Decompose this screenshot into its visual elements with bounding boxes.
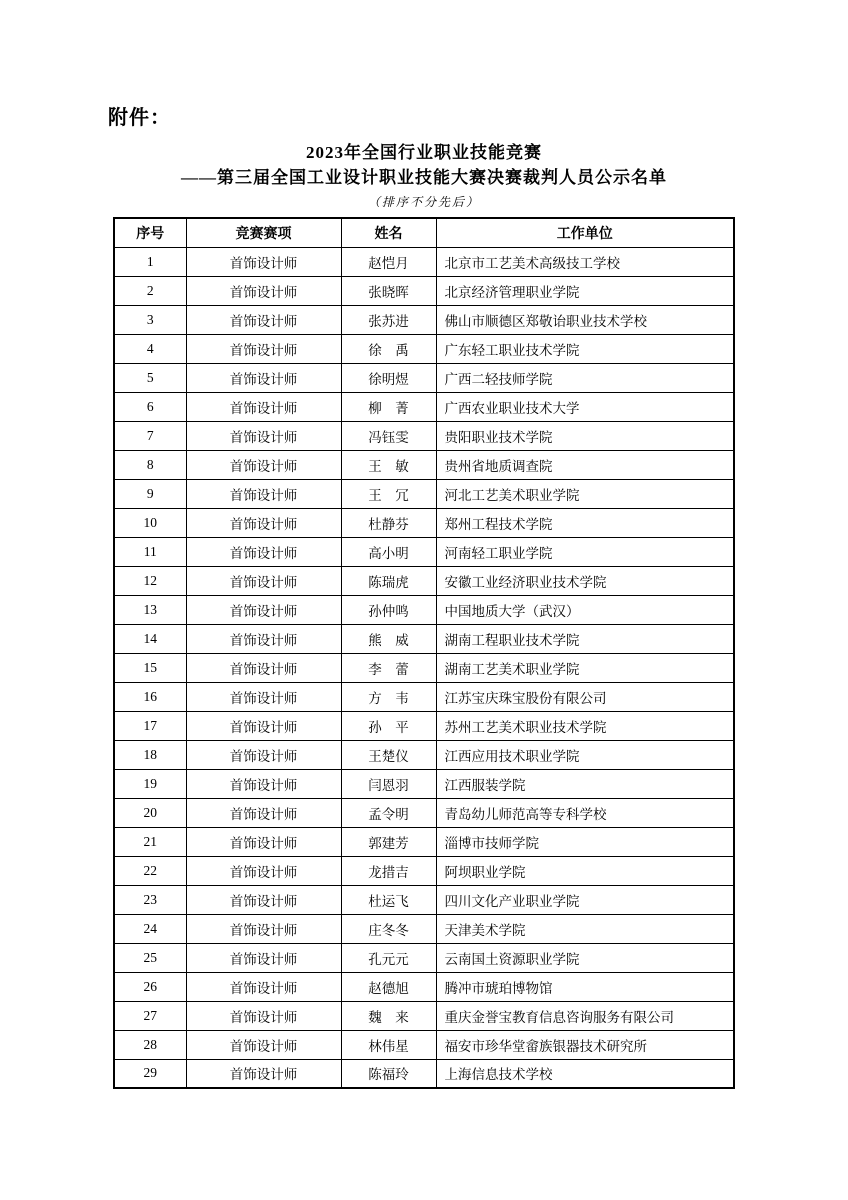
table-row — [114, 856, 734, 885]
table-row — [114, 769, 734, 798]
table-cell-event: 首饰设计师 — [186, 740, 341, 769]
table-cell-event: 首饰设计师 — [186, 1001, 341, 1030]
table-row — [114, 798, 734, 827]
table-cell-name: 龙措吉 — [341, 856, 436, 885]
table-row — [114, 566, 734, 595]
table-cell-name: 王楚仪 — [341, 740, 436, 769]
table-cell-org: 江西应用技术职业学院 — [436, 740, 734, 769]
table-cell-org: 广西农业职业技术大学 — [436, 392, 734, 421]
table-cell-no: 9 — [114, 479, 186, 508]
table-cell-event: 首饰设计师 — [186, 885, 341, 914]
table-cell-name: 方 韦 — [341, 682, 436, 711]
table-cell-name: 王 敏 — [341, 450, 436, 479]
table-cell-org: 江西服装学院 — [436, 769, 734, 798]
table-cell-org: 江苏宝庆珠宝股份有限公司 — [436, 682, 734, 711]
table-cell-org: 贵州省地质调查院 — [436, 450, 734, 479]
table-cell-event: 首饰设计师 — [186, 1059, 341, 1088]
table-row — [114, 972, 734, 1001]
table-cell-no: 10 — [114, 508, 186, 537]
table-cell-event: 首饰设计师 — [186, 334, 341, 363]
table-cell-org: 天津美术学院 — [436, 914, 734, 943]
table-cell-org: 四川文化产业职业学院 — [436, 885, 734, 914]
table-cell-event: 首饰设计师 — [186, 247, 341, 276]
table-cell-no: 11 — [114, 537, 186, 566]
table-row — [114, 421, 734, 450]
table-cell-name: 徐 禹 — [341, 334, 436, 363]
table-cell-org: 广东轻工职业技术学院 — [436, 334, 734, 363]
table-cell-name: 庄冬冬 — [341, 914, 436, 943]
table-cell-event: 首饰设计师 — [186, 972, 341, 1001]
table-cell-event: 首饰设计师 — [186, 508, 341, 537]
table-row — [114, 247, 734, 276]
table-cell-org: 中国地质大学（武汉） — [436, 595, 734, 624]
table-cell-no: 25 — [114, 943, 186, 972]
table-cell-event: 首饰设计师 — [186, 450, 341, 479]
table-cell-name: 郭建芳 — [341, 827, 436, 856]
table-cell-org: 青岛幼儿师范高等专科学校 — [436, 798, 734, 827]
table-cell-name: 柳 菁 — [341, 392, 436, 421]
table-row — [114, 363, 734, 392]
table-cell-name: 魏 来 — [341, 1001, 436, 1030]
table-row — [114, 392, 734, 421]
table-cell-org: 淄博市技师学院 — [436, 827, 734, 856]
table-row — [114, 537, 734, 566]
table-cell-name: 高小明 — [341, 537, 436, 566]
table-cell-no: 21 — [114, 827, 186, 856]
table-row — [114, 479, 734, 508]
table-cell-org: 腾冲市琥珀博物馆 — [436, 972, 734, 1001]
table-cell-name: 林伟星 — [341, 1030, 436, 1059]
table-cell-org: 阿坝职业学院 — [436, 856, 734, 885]
table-cell-event: 首饰设计师 — [186, 827, 341, 856]
table-row — [114, 276, 734, 305]
table-row — [114, 827, 734, 856]
table-row — [114, 305, 734, 334]
table-header-row — [114, 218, 734, 247]
table-cell-name: 赵德旭 — [341, 972, 436, 1001]
table-row — [114, 334, 734, 363]
table-cell-org: 安徽工业经济职业技术学院 — [436, 566, 734, 595]
table-cell-no: 3 — [114, 305, 186, 334]
table-cell-event: 首饰设计师 — [186, 276, 341, 305]
table-cell-no: 28 — [114, 1030, 186, 1059]
table-cell-event: 首饰设计师 — [186, 856, 341, 885]
table-row — [114, 711, 734, 740]
table-cell-name: 孟令明 — [341, 798, 436, 827]
table-row — [114, 914, 734, 943]
table-cell-no: 1 — [114, 247, 186, 276]
table-cell-name: 杜静芬 — [341, 508, 436, 537]
table-cell-org: 贵阳职业技术学院 — [436, 421, 734, 450]
table-cell-org: 福安市珍华堂畲族银器技术研究所 — [436, 1030, 734, 1059]
table-cell-event: 首饰设计师 — [186, 914, 341, 943]
table-cell-org: 苏州工艺美术职业技术学院 — [436, 711, 734, 740]
table-cell-no: 27 — [114, 1001, 186, 1030]
table-cell-org: 河北工艺美术职业学院 — [436, 479, 734, 508]
table-row — [114, 653, 734, 682]
table-cell-event: 首饰设计师 — [186, 595, 341, 624]
table-cell-org: 湖南工程职业技术学院 — [436, 624, 734, 653]
column-header-org: 工作单位 — [436, 218, 734, 247]
table-cell-event: 首饰设计师 — [186, 624, 341, 653]
table-cell-org: 北京经济管理职业学院 — [436, 276, 734, 305]
table-cell-event: 首饰设计师 — [186, 798, 341, 827]
table-cell-org: 郑州工程技术学院 — [436, 508, 734, 537]
table-row — [114, 740, 734, 769]
table-cell-no: 23 — [114, 885, 186, 914]
table-cell-event: 首饰设计师 — [186, 566, 341, 595]
table-cell-name: 杜运飞 — [341, 885, 436, 914]
attachment-label: 附件： — [108, 107, 171, 129]
table-cell-name: 张晓晖 — [341, 276, 436, 305]
table-row — [114, 508, 734, 537]
table-cell-event: 首饰设计师 — [186, 537, 341, 566]
document-title-line2: ——第三届全国工业设计职业技能大赛决赛裁判人员公示名单 — [181, 168, 667, 187]
table-cell-name: 王 冗 — [341, 479, 436, 508]
table-cell-org: 河南轻工职业学院 — [436, 537, 734, 566]
table-cell-no: 7 — [114, 421, 186, 450]
table-cell-name: 闫恩羽 — [341, 769, 436, 798]
table-cell-no: 4 — [114, 334, 186, 363]
table-cell-no: 17 — [114, 711, 186, 740]
table-row — [114, 624, 734, 653]
column-header-no: 序号 — [114, 218, 186, 247]
column-header-event: 竞赛赛项 — [186, 218, 341, 247]
table-cell-no: 2 — [114, 276, 186, 305]
table-cell-name: 李 蕾 — [341, 653, 436, 682]
table-row — [114, 682, 734, 711]
table-cell-no: 5 — [114, 363, 186, 392]
document-title-line1: 2023年全国行业职业技能竞赛 — [306, 143, 542, 162]
table-row — [114, 885, 734, 914]
table-cell-org: 湖南工艺美术职业学院 — [436, 653, 734, 682]
table-cell-no: 29 — [114, 1059, 186, 1088]
table-cell-no: 20 — [114, 798, 186, 827]
column-header-name: 姓名 — [341, 218, 436, 247]
table-cell-event: 首饰设计师 — [186, 769, 341, 798]
table-cell-no: 14 — [114, 624, 186, 653]
table-cell-org: 上海信息技术学校 — [436, 1059, 734, 1088]
table-cell-name: 冯钰雯 — [341, 421, 436, 450]
table-cell-name: 孙仲鸣 — [341, 595, 436, 624]
table-cell-org: 北京市工艺美术高级技工学校 — [436, 247, 734, 276]
table-cell-name: 陈瑞虎 — [341, 566, 436, 595]
table-cell-name: 孔元元 — [341, 943, 436, 972]
table-cell-name: 孙 平 — [341, 711, 436, 740]
table-cell-no: 16 — [114, 682, 186, 711]
table-cell-org: 佛山市顺德区郑敬诒职业技术学校 — [436, 305, 734, 334]
table-cell-event: 首饰设计师 — [186, 1030, 341, 1059]
judges-table — [113, 217, 735, 1089]
table-cell-name: 熊 威 — [341, 624, 436, 653]
sort-note: （排序不分先后） — [367, 195, 480, 209]
table-cell-event: 首饰设计师 — [186, 653, 341, 682]
table-cell-event: 首饰设计师 — [186, 421, 341, 450]
table-cell-org: 广西二轻技师学院 — [436, 363, 734, 392]
table-row — [114, 1030, 734, 1059]
table-cell-no: 8 — [114, 450, 186, 479]
table-cell-name: 张苏进 — [341, 305, 436, 334]
table-cell-no: 22 — [114, 856, 186, 885]
table-cell-no: 12 — [114, 566, 186, 595]
table-cell-event: 首饰设计师 — [186, 682, 341, 711]
table-row — [114, 1059, 734, 1088]
table-cell-no: 19 — [114, 769, 186, 798]
table-cell-no: 26 — [114, 972, 186, 1001]
table-cell-name: 赵恺月 — [341, 247, 436, 276]
table-cell-name: 徐明煜 — [341, 363, 436, 392]
table-cell-name: 陈福玲 — [341, 1059, 436, 1088]
table-row — [114, 595, 734, 624]
table-cell-no: 13 — [114, 595, 186, 624]
table-cell-event: 首饰设计师 — [186, 392, 341, 421]
table-cell-event: 首饰设计师 — [186, 363, 341, 392]
table-row — [114, 943, 734, 972]
table-cell-event: 首饰设计师 — [186, 943, 341, 972]
table-cell-org: 云南国土资源职业学院 — [436, 943, 734, 972]
table-cell-no: 24 — [114, 914, 186, 943]
table-cell-event: 首饰设计师 — [186, 305, 341, 334]
table-row — [114, 1001, 734, 1030]
table-cell-no: 18 — [114, 740, 186, 769]
table-cell-no: 6 — [114, 392, 186, 421]
table-cell-org: 重庆金誉宝教育信息咨询服务有限公司 — [436, 1001, 734, 1030]
table-cell-event: 首饰设计师 — [186, 711, 341, 740]
table-row — [114, 450, 734, 479]
table-cell-event: 首饰设计师 — [186, 479, 341, 508]
table-cell-no: 15 — [114, 653, 186, 682]
